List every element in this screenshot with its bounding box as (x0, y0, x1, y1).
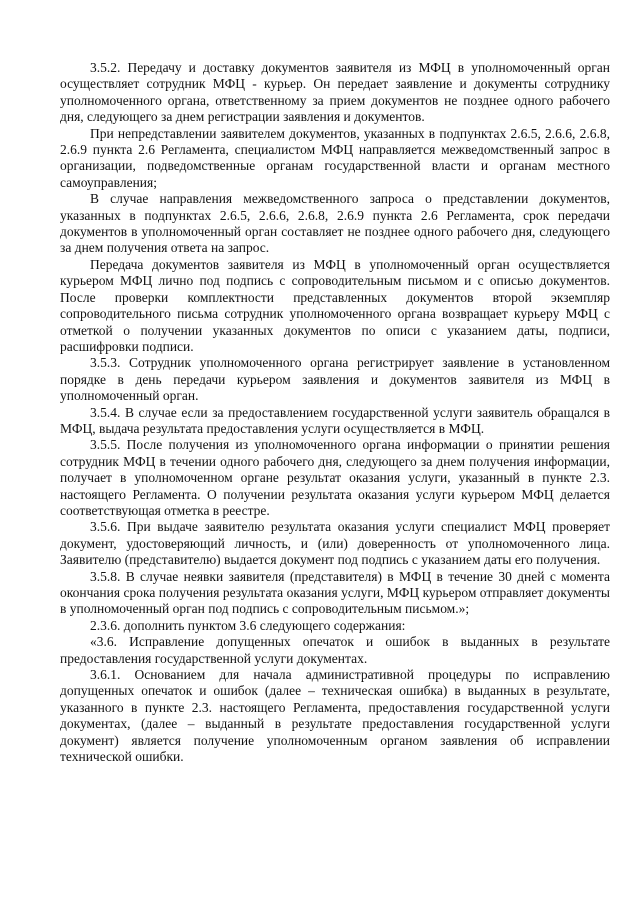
paragraph-interagency-request: При непредставлении заявителем документов, указанных в подпунктах 2.6.5, 2.6.6, 2.6.8, 2.6.9 пункта 2.6 Регламента, специалистом МФЦ направляется межведомственный запрос в организации, подведомственные органам государственной власти и органам местного самоуправления; (60, 125, 610, 190)
paragraph-3-6-1: 3.6.1. Основанием для начала административной процедуры по исправлению допущенных опечаток и ошибок (далее – техническая ошибка) в выданных в результате, указанного в пункте 2.3. настоящего Регламента, предоставления государственной услуги документах, (далее – выданный в результате предоставления государственной услуги документ) является получение уполномоченным органом заявления об исправлении технической ошибки. (60, 667, 610, 765)
paragraph-courier-transfer: Передача документов заявителя из МФЦ в уполномоченный орган осуществляется курьером МФЦ лично под подпись с сопроводительным письмом и с описью документов. После проверки комплектности представленных документов второй экземпляр сопроводительного письма сотрудник уполномоченного органа возвращает курьеру МФЦ с отметкой о получении указанных документов по описи с указанием даты, подписи, расшифровки подписи. (60, 256, 610, 354)
paragraph-3-5-2: 3.5.2. Передачу и доставку документов заявителя из МФЦ в уполномоченный орган осуществляет сотрудник МФЦ - курьер. Он передает заявление и документы сотруднику уполномоченного органа, ответственному за прием документов не позднее одного рабочего дня, следующего за днем регистрации заявления и документов. (60, 60, 610, 125)
paragraph-3-5-5: 3.5.5. После получения из уполномоченного органа информации о принятии решения сотрудник МФЦ в течении одного рабочего дня, следующего за днем получения информации, получает в уполномоченном органе результат оказания услуги, указанный в пункте 2.3. настоящего Регламента. О получении результата оказания услуги курьером МФЦ делается соответствующая отметка в реестре. (60, 437, 610, 518)
document-page (60, 60, 610, 765)
paragraph-3-5-4: 3.5.4. В случае если за предоставлением государственной услуги заявитель обращался в МФЦ, выдача результата предоставления услуги осуществляется в МФЦ. (60, 404, 610, 436)
paragraph-3-5-8: 3.5.8. В случае неявки заявителя (представителя) в МФЦ в течение 30 дней с момента окончания срока получения результата оказания услуги, МФЦ курьером отправляет документы в уполномоченный орган под подпись с сопроводительным письмом.»; (60, 568, 610, 617)
paragraph-3-6: «3.6. Исправление допущенных опечаток и ошибок в выданных в результате предоставления государственной услуги документах. (60, 634, 610, 666)
paragraph-3-5-6: 3.5.6. При выдаче заявителю результата оказания услуги специалист МФЦ проверяет документ, удостоверяющий личность, и (или) доверенность от уполномоченного лица. Заявителю (представителю) выдается документ под подпись с указанием даты его получения. (60, 519, 610, 568)
paragraph-request-deadline: В случае направления межведомственного запроса о представлении документов, указанных в подпунктах 2.6.5, 2.6.6, 2.6.8, 2.6.9 пункта 2.6 Регламента, срок передачи документов в уполномоченный орган составляет не позднее одного рабочего дня, следующего за днем получения ответа на запрос. (60, 191, 610, 256)
paragraph-2-3-6: 2.3.6. дополнить пунктом 3.6 следующего содержания: (90, 617, 406, 633)
paragraph-3-5-3: 3.5.3. Сотрудник уполномоченного органа регистрирует заявление в установленном порядке в день передачи курьером заявления и документов заявителя из МФЦ в уполномоченный орган. (60, 355, 610, 404)
